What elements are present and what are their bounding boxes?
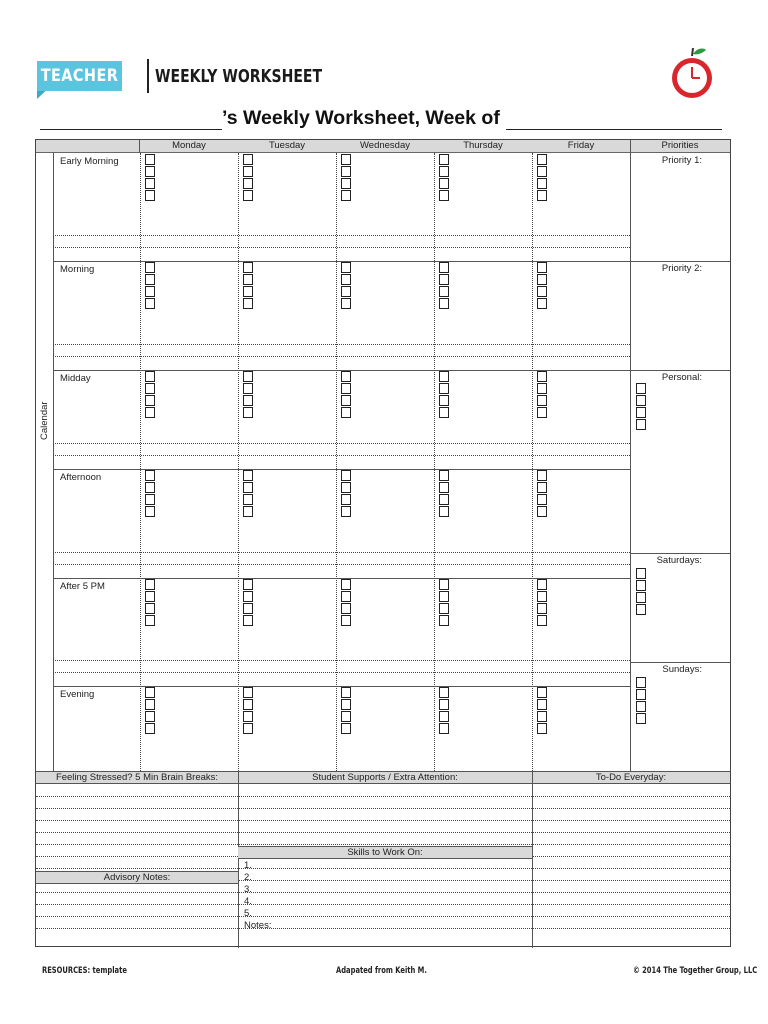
priority-divider [630,370,730,371]
slot-label-evening: Evening [60,689,95,700]
writing-line [36,832,730,833]
checkbox-saturdays[interactable] [636,580,646,591]
checkbox-afternoon-thursday[interactable] [439,470,449,481]
skill-item: 3. [244,884,252,895]
checkbox-evening-wednesday[interactable] [341,687,351,698]
priority-label-p1: Priority 1: [661,155,702,166]
day-column-line [336,153,337,771]
bottom-col-line [238,771,239,948]
checkbox-sundays[interactable] [636,701,646,712]
checkbox-personal[interactable] [636,419,646,430]
supports-header: Student Supports / Extra Attention: [238,771,532,784]
slot-label-midday: Midday [60,373,91,384]
checkbox-afternoon-tuesday[interactable] [243,482,253,493]
checkbox-morning-thursday[interactable] [439,262,449,273]
todo-header: To-Do Everyday: [532,771,730,784]
day-column-line [434,153,435,771]
col-header-friday: Friday [532,140,630,153]
checkbox-evening-thursday[interactable] [439,711,449,722]
checkbox-sundays[interactable] [636,689,646,700]
checkbox-early-morning-friday[interactable] [537,166,547,177]
checkbox-morning-friday[interactable] [537,298,547,309]
skill-item: 2. [244,872,252,883]
priority-label-sundays: Sundays: [662,664,702,675]
checkbox-afternoon-tuesday[interactable] [243,494,253,505]
checkbox-morning-wednesday[interactable] [341,274,351,285]
bottom-col-line [532,771,533,948]
checkbox-personal[interactable] [636,395,646,406]
checkbox-after-5pm-thursday[interactable] [439,603,449,614]
checkbox-morning-wednesday[interactable] [341,286,351,297]
checkbox-afternoon-monday[interactable] [145,494,155,505]
checkbox-early-morning-thursday[interactable] [439,154,449,165]
header-divider [147,59,149,93]
checkbox-evening-tuesday[interactable] [243,699,253,710]
priority-label-p2: Priority 2: [661,263,702,274]
worksheet-title: ’s Weekly Worksheet, Week of [222,107,500,129]
checkbox-afternoon-monday[interactable] [145,506,155,517]
slot-label-afternoon: Afternoon [60,472,102,483]
checkbox-evening-monday[interactable] [145,687,155,698]
checkbox-after-5pm-wednesday[interactable] [341,603,351,614]
checkbox-sundays[interactable] [636,713,646,724]
checkbox-early-morning-tuesday[interactable] [243,178,253,189]
advisory-header: Advisory Notes: [36,871,238,884]
checkbox-early-morning-monday[interactable] [145,154,155,165]
checkbox-midday-monday[interactable] [145,395,155,406]
writing-line [36,904,730,905]
checkbox-midday-thursday[interactable] [439,383,449,394]
checkbox-saturdays[interactable] [636,604,646,615]
checkbox-morning-friday[interactable] [537,274,547,285]
slot-label-after-5pm: After 5 PM [60,581,105,592]
checkbox-morning-monday[interactable] [145,262,155,273]
checkbox-afternoon-wednesday[interactable] [341,494,351,505]
checkbox-midday-thursday[interactable] [439,371,449,382]
col-header-priorities: Priorities [630,140,730,153]
checkbox-after-5pm-wednesday[interactable] [341,615,351,626]
checkbox-after-5pm-thursday[interactable] [439,615,449,626]
checkbox-early-morning-monday[interactable] [145,178,155,189]
checkbox-afternoon-thursday[interactable] [439,494,449,505]
footer-resources: RESOURCES: template [42,966,127,976]
day-column-line [532,153,533,771]
skill-item: 1. [244,860,252,871]
brand-header [37,58,369,94]
checkbox-midday-tuesday[interactable] [243,383,253,394]
checkbox-saturdays[interactable] [636,568,646,579]
checkbox-afternoon-monday[interactable] [145,470,155,481]
checkbox-afternoon-tuesday[interactable] [243,470,253,481]
checkbox-after-5pm-monday[interactable] [145,603,155,614]
writing-line [36,844,730,845]
checkbox-afternoon-monday[interactable] [145,482,155,493]
checkbox-midday-monday[interactable] [145,383,155,394]
checkbox-midday-tuesday[interactable] [243,371,253,382]
checkbox-morning-tuesday[interactable] [243,262,253,273]
checkbox-afternoon-friday[interactable] [537,506,547,517]
checkbox-early-morning-monday[interactable] [145,190,155,201]
checkbox-evening-friday[interactable] [537,687,547,698]
checkbox-evening-monday[interactable] [145,699,155,710]
writing-line [36,892,730,893]
checkbox-after-5pm-friday[interactable] [537,579,547,590]
skill-item: 5. [244,908,252,919]
priorities-column-line [630,140,631,771]
checkbox-early-morning-tuesday[interactable] [243,154,253,165]
checkbox-evening-wednesday[interactable] [341,699,351,710]
checkbox-morning-tuesday[interactable] [243,274,253,285]
priority-divider [630,662,730,663]
checkbox-early-morning-friday[interactable] [537,178,547,189]
writing-line [36,868,730,869]
checkbox-midday-tuesday[interactable] [243,395,253,406]
day-column-line [238,153,239,771]
checkbox-saturdays[interactable] [636,592,646,603]
priority-divider [630,553,730,554]
checkbox-evening-friday[interactable] [537,723,547,734]
writing-line [36,820,730,821]
checkbox-afternoon-wednesday[interactable] [341,506,351,517]
checkbox-evening-monday[interactable] [145,723,155,734]
checkbox-morning-tuesday[interactable] [243,298,253,309]
checkbox-after-5pm-friday[interactable] [537,615,547,626]
checkbox-evening-tuesday[interactable] [243,687,253,698]
checkbox-personal[interactable] [636,407,646,418]
checkbox-after-5pm-tuesday[interactable] [243,615,253,626]
calendar-label: Calendar [39,401,50,440]
checkbox-early-morning-thursday[interactable] [439,190,449,201]
checkbox-morning-thursday[interactable] [439,274,449,285]
checkbox-evening-thursday[interactable] [439,687,449,698]
checkbox-early-morning-monday[interactable] [145,166,155,177]
apple-clock-icon [668,46,716,100]
checkbox-afternoon-thursday[interactable] [439,482,449,493]
calendar-strip-line [53,153,54,771]
writing-line [36,928,730,929]
skills-header: Skills to Work On: [238,846,532,859]
checkbox-evening-wednesday[interactable] [341,711,351,722]
week-blank[interactable] [506,112,722,130]
checkbox-afternoon-friday[interactable] [537,482,547,493]
footer-copyright: © 2014 The Together Group, LLC [633,966,758,976]
checkbox-midday-thursday[interactable] [439,407,449,418]
checkbox-midday-wednesday[interactable] [341,395,351,406]
col-header-tuesday: Tuesday [238,140,336,153]
checkbox-afternoon-friday[interactable] [537,494,547,505]
checkbox-morning-friday[interactable] [537,286,547,297]
checkbox-midday-monday[interactable] [145,407,155,418]
writing-line [36,808,730,809]
checkbox-sundays[interactable] [636,677,646,688]
checkbox-midday-thursday[interactable] [439,395,449,406]
day-column-line [140,153,141,771]
checkbox-evening-monday[interactable] [145,711,155,722]
checkbox-evening-friday[interactable] [537,699,547,710]
col-header-wednesday: Wednesday [336,140,434,153]
checkbox-early-morning-friday[interactable] [537,154,547,165]
col-header-monday: Monday [140,140,238,153]
priority-label-saturdays: Saturdays: [656,555,702,566]
checkbox-after-5pm-monday[interactable] [145,579,155,590]
checkbox-midday-tuesday[interactable] [243,407,253,418]
checkbox-after-5pm-thursday[interactable] [439,591,449,602]
checkbox-after-5pm-tuesday[interactable] [243,579,253,590]
weekly-grid [35,139,731,947]
slot-label-morning: Morning [60,264,95,275]
priority-label-personal: Personal: [661,372,702,383]
skill-item: 4. [244,896,252,907]
checkbox-early-morning-wednesday[interactable] [341,190,351,201]
checkbox-midday-friday[interactable] [537,371,547,382]
writing-line [36,796,730,797]
checkbox-afternoon-friday[interactable] [537,470,547,481]
checkbox-after-5pm-thursday[interactable] [439,579,449,590]
header-title: WEEKLY WORKSHEET [155,65,323,87]
checkbox-early-morning-wednesday[interactable] [341,166,351,177]
checkbox-morning-wednesday[interactable] [341,262,351,273]
checkbox-early-morning-thursday[interactable] [439,178,449,189]
checkbox-morning-thursday[interactable] [439,286,449,297]
col-header-thursday: Thursday [434,140,532,153]
checkbox-midday-wednesday[interactable] [341,371,351,382]
checkbox-midday-monday[interactable] [145,371,155,382]
corner-header [36,140,140,153]
checkbox-evening-tuesday[interactable] [243,711,253,722]
checkbox-personal[interactable] [636,383,646,394]
checkbox-after-5pm-friday[interactable] [537,591,547,602]
checkbox-early-morning-tuesday[interactable] [243,166,253,177]
teacher-tag: TEACHER [37,61,122,91]
name-blank[interactable] [40,112,222,130]
checkbox-midday-wednesday[interactable] [341,407,351,418]
checkbox-early-morning-tuesday[interactable] [243,190,253,201]
checkbox-midday-friday[interactable] [537,383,547,394]
priority-divider [630,261,730,262]
checkbox-evening-thursday[interactable] [439,723,449,734]
checkbox-morning-monday[interactable] [145,298,155,309]
checkbox-after-5pm-wednesday[interactable] [341,591,351,602]
skills-notes-label: Notes: [244,920,272,931]
checkbox-evening-wednesday[interactable] [341,723,351,734]
checkbox-morning-wednesday[interactable] [341,298,351,309]
checkbox-after-5pm-monday[interactable] [145,591,155,602]
checkbox-morning-monday[interactable] [145,274,155,285]
brain-breaks-header: Feeling Stressed? 5 Min Brain Breaks: [36,771,238,784]
checkbox-evening-friday[interactable] [537,711,547,722]
checkbox-midday-friday[interactable] [537,395,547,406]
checkbox-midday-friday[interactable] [537,407,547,418]
checkbox-morning-thursday[interactable] [439,298,449,309]
slot-label-early-morning: Early Morning [60,156,119,167]
checkbox-morning-monday[interactable] [145,286,155,297]
checkbox-after-5pm-friday[interactable] [537,603,547,614]
checkbox-afternoon-wednesday[interactable] [341,470,351,481]
checkbox-after-5pm-tuesday[interactable] [243,603,253,614]
checkbox-after-5pm-tuesday[interactable] [243,591,253,602]
checkbox-after-5pm-monday[interactable] [145,615,155,626]
checkbox-afternoon-wednesday[interactable] [341,482,351,493]
checkbox-early-morning-wednesday[interactable] [341,178,351,189]
writing-line [36,916,730,917]
checkbox-early-morning-thursday[interactable] [439,166,449,177]
checkbox-early-morning-friday[interactable] [537,190,547,201]
checkbox-early-morning-wednesday[interactable] [341,154,351,165]
checkbox-midday-wednesday[interactable] [341,383,351,394]
worksheet-title-row [40,106,722,130]
checkbox-afternoon-thursday[interactable] [439,506,449,517]
checkbox-evening-thursday[interactable] [439,699,449,710]
footer-adapted: Adapated from Keith M. [336,966,427,976]
checkbox-morning-friday[interactable] [537,262,547,273]
checkbox-afternoon-tuesday[interactable] [243,506,253,517]
checkbox-after-5pm-wednesday[interactable] [341,579,351,590]
checkbox-morning-tuesday[interactable] [243,286,253,297]
checkbox-evening-tuesday[interactable] [243,723,253,734]
